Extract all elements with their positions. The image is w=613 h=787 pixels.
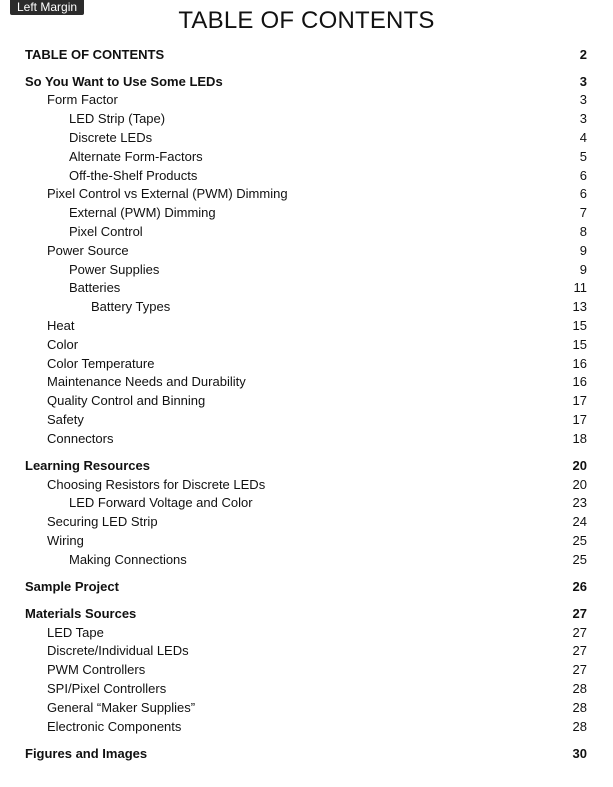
- toc-entry-label: LED Strip (Tape): [69, 111, 166, 127]
- toc-entry[interactable]: [0, 278, 613, 297]
- toc-entry-page-number: 13: [572, 299, 587, 315]
- toc-entry-label: Connectors: [47, 430, 114, 446]
- toc-entry-page-number: 9: [579, 242, 587, 258]
- toc-entry[interactable]: [0, 72, 613, 91]
- toc-entry[interactable]: [0, 429, 613, 448]
- toc-entry-label: Battery Types: [91, 299, 171, 315]
- toc-entry-label: Color: [47, 336, 79, 352]
- toc-entry[interactable]: [0, 260, 613, 279]
- toc-entry-label: External (PWM) Dimming: [69, 205, 216, 221]
- toc-entry-label: Electronic Components: [47, 718, 182, 734]
- toc-entry-page-number: 3: [579, 92, 587, 108]
- toc-entry-label: Quality Control and Binning: [47, 393, 206, 409]
- toc-entry[interactable]: [0, 45, 613, 64]
- toc-entry[interactable]: [0, 550, 613, 569]
- toc-entry[interactable]: [0, 604, 613, 623]
- toc-entry[interactable]: [0, 623, 613, 642]
- toc-entry-label: Form Factor: [47, 92, 118, 108]
- toc-entry[interactable]: [0, 577, 613, 596]
- toc-entry-page-number: 17: [572, 411, 587, 427]
- toc-entry-page-number: 6: [579, 186, 587, 202]
- toc-entry[interactable]: [0, 335, 613, 354]
- toc-entry[interactable]: [0, 641, 613, 660]
- toc-entry-label: Materials Sources: [25, 605, 137, 621]
- toc-entry[interactable]: [0, 316, 613, 335]
- toc-entry-label: Discrete LEDs: [69, 129, 153, 145]
- toc-entry-label: Figures and Images: [25, 745, 148, 761]
- toc-entry[interactable]: [0, 391, 613, 410]
- toc-entry-label: So You Want to Use Some LEDs: [25, 73, 223, 89]
- toc-entry[interactable]: [0, 128, 613, 147]
- toc-entry-label: Pixel Control: [69, 223, 143, 239]
- toc-entry-page-number: 28: [572, 718, 587, 734]
- toc-entry-label: TABLE OF CONTENTS: [25, 46, 165, 62]
- toc-entry-page-number: 25: [572, 551, 587, 567]
- toc-entry-page-number: 16: [572, 355, 587, 371]
- toc-entry-label: Off-the-Shelf Products: [69, 167, 198, 183]
- toc-entry-page-number: 24: [572, 514, 587, 530]
- toc-entry-page-number: 6: [579, 167, 587, 183]
- toc-entry-label: Sample Project: [25, 578, 119, 594]
- toc-entry[interactable]: [0, 512, 613, 531]
- toc-entry-page-number: 25: [572, 532, 587, 548]
- toc-entry[interactable]: [0, 147, 613, 166]
- toc-entry-label: LED Tape: [47, 624, 104, 640]
- toc-entry-label: LED Forward Voltage and Color: [69, 495, 253, 511]
- toc-entry-page-number: 4: [579, 129, 587, 145]
- toc-entry-page-number: 9: [579, 261, 587, 277]
- toc-entry[interactable]: [0, 679, 613, 698]
- toc-entry[interactable]: [0, 744, 613, 763]
- toc-entry-label: Power Source: [47, 242, 129, 258]
- toc-entry[interactable]: [0, 372, 613, 391]
- toc-entry-page-number: 3: [579, 111, 587, 127]
- toc-entry-page-number: 2: [579, 46, 587, 62]
- toc-entry-page-number: 27: [572, 605, 587, 621]
- toc-entry-page-number: 27: [572, 662, 587, 678]
- toc-entry[interactable]: [0, 90, 613, 109]
- toc-entry[interactable]: [0, 166, 613, 185]
- toc-entry[interactable]: [0, 410, 613, 429]
- toc-entry-label: Color Temperature: [47, 355, 155, 371]
- toc-entry-label: General “Maker Supplies”: [47, 699, 196, 715]
- toc-entry[interactable]: [0, 184, 613, 203]
- toc-entry-page-number: 23: [572, 495, 587, 511]
- toc-entry-page-number: 18: [572, 430, 587, 446]
- toc-entry[interactable]: [0, 531, 613, 550]
- toc-entry-label: Wiring: [47, 532, 84, 548]
- toc-entry[interactable]: [0, 698, 613, 717]
- toc-entry-label: PWM Controllers: [47, 662, 146, 678]
- toc-entry-label: Learning Resources: [25, 457, 150, 473]
- toc-entry[interactable]: [0, 354, 613, 373]
- document-title: TABLE OF CONTENTS: [178, 7, 435, 34]
- toc-entry-label: Discrete/Individual LEDs: [47, 643, 189, 659]
- toc-entry-label: Making Connections: [69, 551, 187, 567]
- toc-entry-label: Batteries: [69, 280, 121, 296]
- toc-entry[interactable]: [0, 660, 613, 679]
- toc-entry[interactable]: [0, 241, 613, 260]
- toc-entry-page-number: 15: [572, 336, 587, 352]
- toc-entry-page-number: 8: [579, 223, 587, 239]
- toc-entry-label: Alternate Form-Factors: [69, 148, 203, 164]
- toc-entry-label: Safety: [47, 411, 84, 427]
- toc-entry-page-number: 27: [572, 624, 587, 640]
- toc-entry-page-number: 20: [572, 476, 587, 492]
- toc-entry[interactable]: [0, 203, 613, 222]
- toc-entry-page-number: 5: [579, 148, 587, 164]
- toc-entry-page-number: 16: [572, 374, 587, 390]
- toc-entry-page-number: 28: [572, 680, 587, 696]
- toc-entry-page-number: 28: [572, 699, 587, 715]
- toc-entry-page-number: 3: [579, 73, 587, 89]
- toc-entry-page-number: 15: [572, 317, 587, 333]
- toc-entry-label: Power Supplies: [69, 261, 160, 277]
- toc-entry[interactable]: [0, 717, 613, 736]
- toc-entry-page-number: 26: [572, 578, 587, 594]
- toc-entry-page-number: 7: [579, 205, 587, 221]
- toc-entry-page-number: 27: [572, 643, 587, 659]
- toc-entry-page-number: 11: [573, 280, 587, 296]
- toc-entry-page-number: 20: [572, 457, 587, 473]
- toc-entry[interactable]: [0, 493, 613, 512]
- toc-entry-label: Choosing Resistors for Discrete LEDs: [47, 476, 266, 492]
- toc-entry-page-number: 30: [572, 745, 587, 761]
- toc-entry[interactable]: [0, 475, 613, 494]
- toc-entry[interactable]: [0, 456, 613, 475]
- toc-entry-label: SPI/Pixel Controllers: [47, 680, 167, 696]
- left-margin-tooltip: Left Margin: [10, 0, 84, 15]
- toc-entry-label: Heat: [47, 317, 75, 333]
- toc-entry[interactable]: [0, 109, 613, 128]
- toc-entry-page-number: 17: [572, 393, 587, 409]
- toc-entry[interactable]: [0, 222, 613, 241]
- toc-entry-label: Securing LED Strip: [47, 514, 158, 530]
- toc-entry[interactable]: [0, 297, 613, 316]
- toc-entry-label: Pixel Control vs External (PWM) Dimming: [47, 186, 288, 202]
- toc-entry-label: Maintenance Needs and Durability: [47, 374, 246, 390]
